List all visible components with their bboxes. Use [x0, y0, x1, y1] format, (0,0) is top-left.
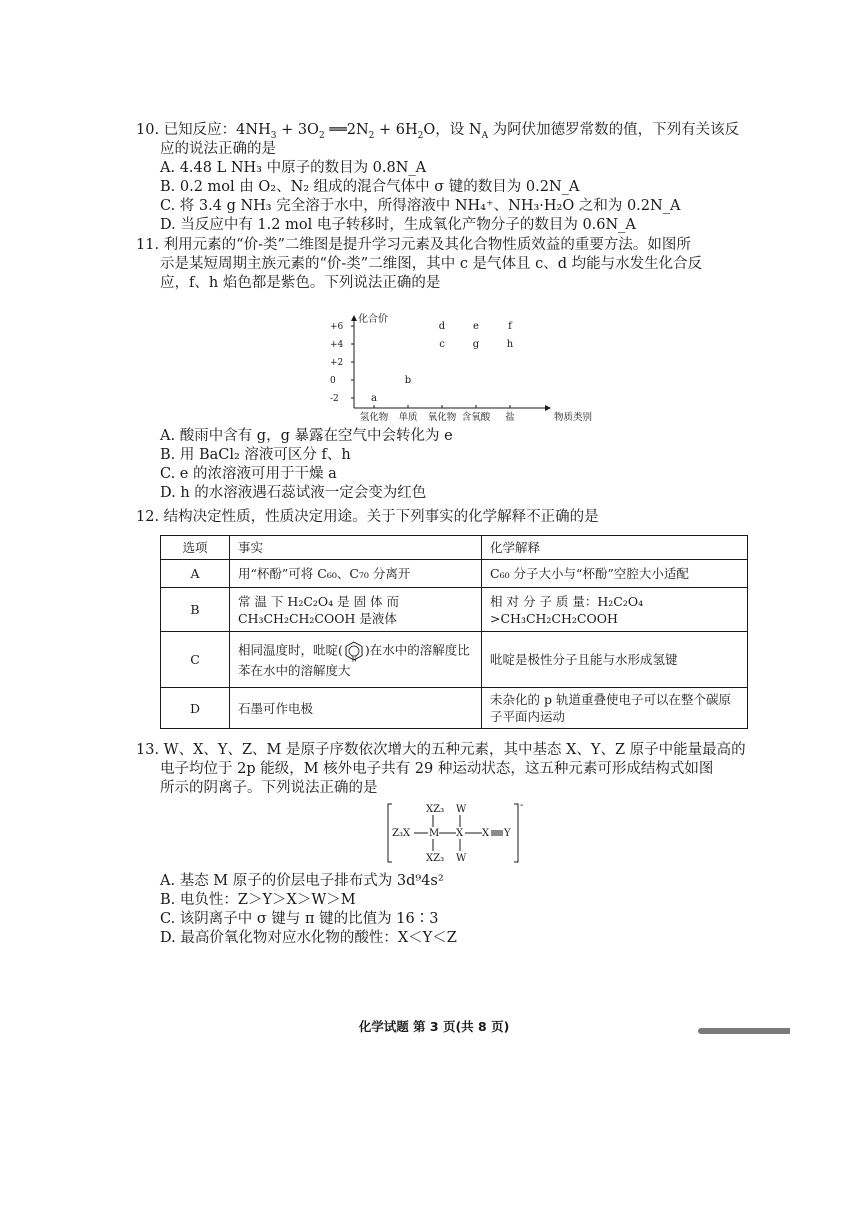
- y-tick-label: +4: [330, 340, 344, 350]
- point-e: e: [473, 321, 479, 332]
- question-10: [136, 121, 796, 235]
- option-b[interactable]: B. 0.2 mol 由 O₂、N₂ 组成的混合气体中 σ 键的数目为 0.2N_A: [160, 179, 580, 195]
- y-tick-label: 0: [330, 376, 336, 386]
- option-a[interactable]: A. 酸雨中含有 g，g 暴露在空气中会转化为 e: [160, 428, 453, 444]
- atom-x-center: X: [456, 828, 464, 839]
- table-header-row: [161, 536, 748, 560]
- page-footer: 化学试题 第 3 页(共 8 页): [358, 1019, 510, 1034]
- y-tick-label: -2: [330, 394, 339, 404]
- table-row: [161, 688, 748, 729]
- anion-structure: [386, 800, 536, 866]
- row-option: B: [161, 588, 230, 632]
- option-c[interactable]: C. 该阴离子中 σ 键与 π 键的比值为 16∶3: [160, 911, 439, 927]
- question-11-options: [136, 427, 796, 503]
- option-c[interactable]: C. 将 3.4 g NH₃ 完全溶于水中，所得溶液中 NH₄⁺、NH₃·H₂O 之和为 0.2N_A: [160, 198, 681, 214]
- atom-left-z3x: Z₃X: [392, 828, 411, 839]
- question-13-stem-3: 所示的阴离子。下列说法正确的是: [160, 780, 378, 796]
- question-13-stem-1: 13. W、X、Y、Z、M 是原子序数依次增大的五种元素，其中基态 X、Y、Z 原子中能量最高的: [136, 742, 746, 758]
- point-b: b: [404, 375, 412, 386]
- pyridine-structure-icon: [343, 640, 365, 662]
- option-d[interactable]: D. 当反应中有 1.2 mol 电子转移时，生成氧化产物分子的数目为 0.6N_A: [160, 217, 636, 233]
- row-fact: 常 温 下 H₂C₂O₄ 是 固 体 而 CH₃CH₂CH₂COOH 是液体: [230, 588, 482, 632]
- x-tick-label: 含氧酸: [461, 412, 491, 423]
- question-12-stem: 12. 结构决定性质，性质决定用途。关于下列事实的化学解释不正确的是: [136, 509, 599, 525]
- question-13: [136, 741, 796, 798]
- y-tick-label: +6: [330, 322, 344, 332]
- table-header-option: 选项: [161, 536, 230, 560]
- chart-svg: [328, 312, 593, 424]
- atom-m: M: [429, 828, 440, 839]
- anion-structure-svg: [386, 800, 536, 866]
- row-option: C: [161, 632, 230, 688]
- option-d[interactable]: D. h 的水溶液遇石蕊试液一定会变为红色: [160, 485, 427, 501]
- y-tick-label: +2: [330, 358, 344, 368]
- row-option: D: [161, 688, 230, 729]
- row-option: A: [161, 560, 230, 588]
- question-11: [136, 236, 796, 293]
- row-explanation: 相 对 分 子 质 量：H₂C₂O₄ >CH₃CH₂CH₂COOH: [482, 588, 748, 632]
- row-explanation: C₆₀ 分子大小与“杯酚”空腔大小适配: [482, 560, 748, 588]
- question-12: [136, 508, 796, 527]
- table-header-fact: 事实: [230, 536, 482, 560]
- point-d: d: [438, 321, 446, 332]
- svg-text:N: N: [351, 656, 357, 664]
- x-tick-label: 氧化物: [427, 412, 457, 423]
- charge-label: -: [520, 800, 524, 811]
- row-explanation: 吡啶是极性分子且能与水形成氢键: [482, 632, 748, 688]
- question-11-stem-1: 11. 利用元素的“价-类”二维图是提升学习元素及其化合物性质效益的重要方法。如图所: [136, 237, 691, 253]
- option-c[interactable]: C. e 的浓溶液可用于干燥 a: [160, 466, 337, 482]
- option-a[interactable]: A. 4.48 L NH₃ 中原子的数目为 0.8N_A: [160, 160, 427, 176]
- question-10-stem: 10. 已知反应：$4NH_3 + 3O_2$ $══2N_2 + 6H_2O$，设 $N_A$ 为阿伏加德罗常数的值，下列有关该反: [136, 122, 740, 141]
- atom-bottom-xz3: XZ₃: [426, 853, 445, 864]
- y-axis-label: 化合价: [358, 314, 388, 325]
- row-fact: 相同温度时，吡啶( N )在水中的溶解度比苯在水中的溶解度大: [230, 632, 482, 688]
- atom-bottom-w: W: [456, 853, 467, 864]
- option-b[interactable]: B. 用 BaCl₂ 溶液可区分 f、h: [160, 447, 351, 463]
- point-g: g: [472, 339, 480, 350]
- row-fact: 用“杯酚”可将 C₆₀、C₇₀ 分离开: [230, 560, 482, 588]
- table-row: [161, 560, 748, 588]
- point-h: h: [506, 339, 514, 350]
- question-10-stem-cont: 应的说法正确的是: [160, 141, 276, 157]
- atom-top-w: W: [456, 804, 467, 815]
- atom-y: Y: [504, 828, 511, 839]
- option-b[interactable]: B. 电负性：Z＞Y＞X＞W＞M: [160, 892, 356, 908]
- point-a: a: [371, 393, 377, 404]
- x-tick-label: 氢化物: [359, 412, 389, 423]
- question-11-stem-3: 应，f、h 焰色都是紫色。下列说法正确的是: [160, 275, 441, 291]
- question-13-options: [136, 872, 796, 948]
- valence-class-chart: [328, 312, 593, 424]
- option-a[interactable]: A. 基态 M 原子的价层电子排布式为 3d⁹4s²: [160, 873, 444, 889]
- row-fact: 石墨可作电极: [230, 688, 482, 729]
- point-c: c: [439, 339, 445, 350]
- point-f: f: [508, 321, 512, 332]
- option-d[interactable]: D. 最高价氧化物对应水化物的酸性：X＜Y＜Z: [160, 930, 457, 946]
- table-header-explanation: 化学解释: [482, 536, 748, 560]
- row-explanation: 未杂化的 p 轨道重叠使电子可以在整个碳原子平面内运动: [482, 688, 748, 729]
- question-11-stem-2: 示是某短周期主族元素的“价-类”二维图，其中 c 是气体且 c、d 均能与水发生化合反: [160, 256, 703, 272]
- table-row: [161, 588, 748, 632]
- x-axis-label: 物质类别: [554, 412, 593, 423]
- x-tick-label: 单质: [398, 412, 418, 423]
- x-tick-label: 盐: [505, 412, 515, 423]
- facts-table: [160, 535, 748, 729]
- footer-bar: [698, 1028, 790, 1034]
- question-13-stem-2: 电子均位于 2p 能级，M 核外电子共有 29 种运动状态，这五种元素可形成结构式如图: [160, 761, 714, 777]
- table-row: [161, 632, 748, 688]
- atom-x-right: X: [482, 828, 490, 839]
- atom-top-xz3: XZ₃: [426, 804, 445, 815]
